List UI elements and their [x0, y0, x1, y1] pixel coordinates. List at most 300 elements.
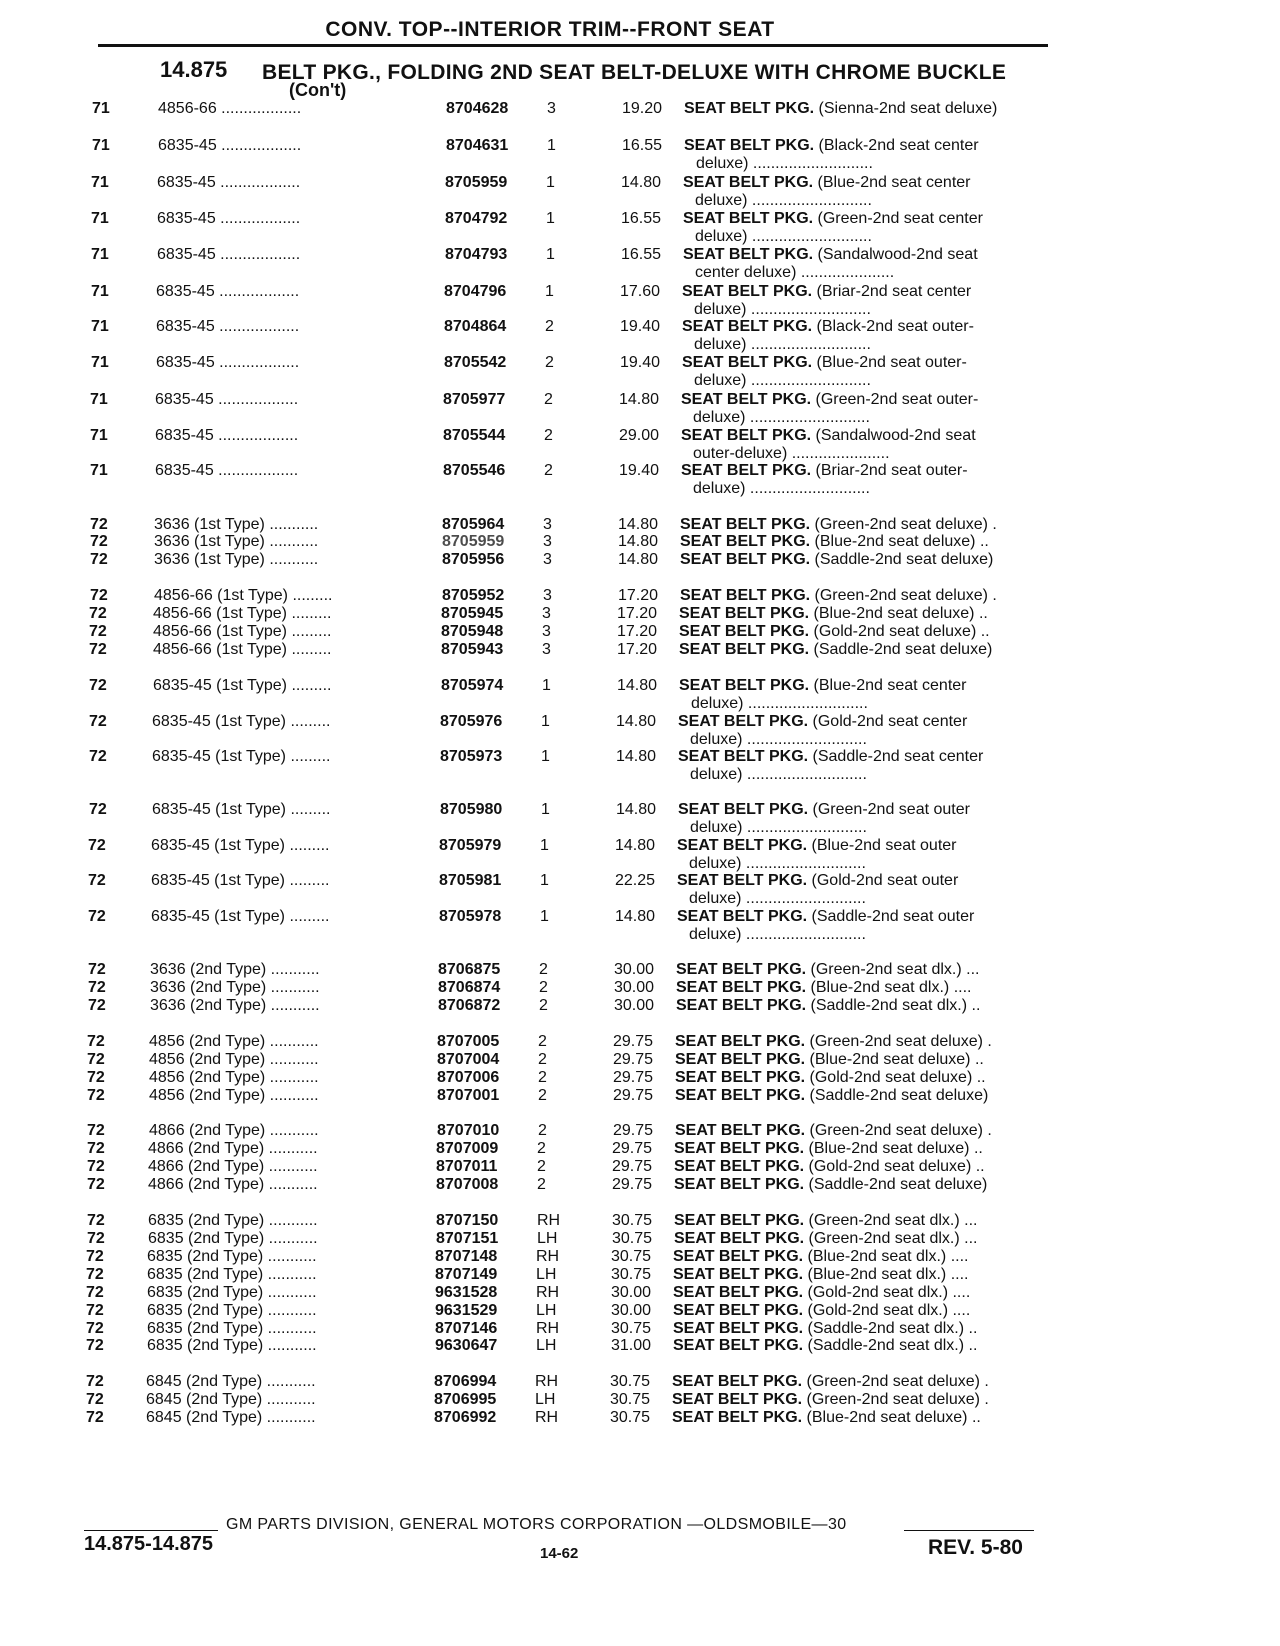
description-label: SEAT BELT PKG. — [672, 1373, 803, 1390]
description — [683, 246, 978, 264]
price: 29.75 — [612, 1087, 653, 1104]
quantity: 1 — [541, 801, 550, 818]
body-style: 6835-45 .................. — [155, 462, 299, 479]
price: 17.20 — [616, 605, 657, 622]
body-style: 3636 (1st Type) ........... — [154, 516, 319, 533]
description-label: SEAT BELT PKG. — [681, 391, 812, 408]
group-number: 72 — [87, 1158, 105, 1175]
table-row — [0, 979, 1280, 999]
description-detail: (Green-2nd seat center — [813, 210, 983, 227]
description — [679, 605, 988, 623]
table-row — [0, 908, 1280, 943]
description-detail: (Blue-2nd seat deluxe) .. — [802, 1409, 981, 1426]
group-number: 72 — [87, 1122, 105, 1139]
body-style: 3636 (2nd Type) ........... — [150, 961, 320, 978]
part-number: 8707008 — [436, 1176, 499, 1193]
table-row — [0, 533, 1280, 553]
part-number: 8705546 — [443, 462, 506, 479]
body-style: 6835-45 .................. — [157, 210, 301, 227]
table-row — [0, 713, 1280, 748]
quantity: 1 — [546, 210, 555, 227]
description — [676, 997, 980, 1015]
description-detail: (Gold-2nd seat deluxe) .. — [805, 1069, 986, 1086]
part-number: 8704628 — [446, 100, 509, 117]
table-row — [0, 623, 1280, 643]
body-style: 6835 (2nd Type) ........... — [148, 1212, 318, 1229]
quantity: 2 — [544, 391, 553, 408]
table-row — [0, 1087, 1280, 1107]
description — [681, 462, 968, 480]
description-continuation: deluxe) ........................... — [694, 372, 871, 389]
description-label: SEAT BELT PKG. — [680, 533, 811, 550]
price: 29.75 — [612, 1122, 653, 1139]
description — [676, 979, 971, 997]
quantity: 2 — [539, 979, 548, 996]
part-number: 8707151 — [436, 1230, 499, 1247]
description-label: SEAT BELT PKG. — [678, 748, 809, 765]
price: 30.75 — [609, 1409, 650, 1426]
part-number: 8705964 — [442, 516, 505, 533]
group-number: 72 — [88, 997, 106, 1014]
quantity: 2 — [538, 1069, 547, 1086]
table-row — [0, 605, 1280, 625]
table-row — [0, 137, 1280, 172]
part-number: 8707009 — [436, 1140, 499, 1157]
price: 14.80 — [620, 174, 661, 191]
description-detail: (Blue-2nd seat deluxe) .. — [805, 1051, 984, 1068]
group-number: 71 — [91, 283, 109, 300]
table-row — [0, 801, 1280, 836]
price: 30.75 — [610, 1266, 651, 1283]
description-label: SEAT BELT PKG. — [675, 1087, 806, 1104]
group-number: 71 — [91, 174, 109, 191]
description — [673, 1337, 977, 1355]
description-continuation: deluxe) ........................... — [695, 192, 872, 209]
body-style: 6835 (2nd Type) ........... — [147, 1248, 317, 1265]
table-row — [0, 1069, 1280, 1089]
description — [684, 100, 997, 118]
description-detail: (Blue-2nd seat deluxe) .. — [810, 533, 989, 550]
description — [673, 1302, 970, 1320]
group-number: 72 — [89, 641, 107, 658]
footer-publisher: GM PARTS DIVISION, GENERAL MOTORS CORPORATION —OLDSMOBILE—30 — [226, 1516, 847, 1533]
quantity: 2 — [539, 961, 548, 978]
quantity: RH — [537, 1212, 561, 1229]
description-label: SEAT BELT PKG. — [683, 174, 814, 191]
description-detail: (Saddle-2nd seat dlx.) .. — [806, 997, 981, 1014]
part-number: 8706994 — [434, 1373, 497, 1390]
price: 29.75 — [611, 1158, 652, 1175]
body-style: 6835-45 .................. — [156, 283, 300, 300]
description — [674, 1140, 983, 1158]
description-detail: (Saddle-2nd seat deluxe) — [804, 1176, 988, 1193]
description — [672, 1373, 989, 1391]
description-detail: (Green-2nd seat dlx.) ... — [804, 1212, 978, 1229]
group-number: 72 — [86, 1284, 104, 1301]
quantity: LH — [535, 1391, 556, 1408]
description-continuation: deluxe) ........................... — [690, 819, 867, 836]
description-label: SEAT BELT PKG. — [677, 837, 808, 854]
quantity: 1 — [542, 677, 551, 694]
description-label: SEAT BELT PKG. — [679, 623, 810, 640]
section-title: BELT PKG., FOLDING 2ND SEAT BELT-DELUXE WITH CHROME BUCKLE — [262, 61, 1007, 84]
price: 29.75 — [612, 1033, 653, 1050]
description-label: SEAT BELT PKG. — [682, 283, 813, 300]
description-detail: (Blue-2nd seat dlx.) .... — [803, 1248, 969, 1265]
description-label: SEAT BELT PKG. — [675, 1051, 806, 1068]
description-detail: (Green-2nd seat deluxe) . — [805, 1033, 992, 1050]
description — [675, 1069, 986, 1087]
table-row — [0, 587, 1280, 607]
table-row — [0, 1158, 1280, 1178]
description-detail: (Blue-2nd seat center — [809, 677, 967, 694]
group-number: 71 — [90, 427, 108, 444]
section-subtitle: (Con't) — [289, 80, 347, 100]
quantity: 2 — [538, 1087, 547, 1104]
quantity: 1 — [541, 713, 550, 730]
quantity: 3 — [543, 533, 552, 550]
body-style: 4856-66 (1st Type) ......... — [153, 641, 332, 658]
quantity: 1 — [546, 246, 555, 263]
body-style: 6835-45 (1st Type) ......... — [152, 748, 331, 765]
description-detail: (Saddle-2nd seat deluxe) — [809, 641, 993, 658]
description-detail: (Blue-2nd seat center — [813, 174, 971, 191]
body-style: 6845 (2nd Type) ........... — [146, 1391, 316, 1408]
description-detail: (Gold-2nd seat center — [808, 713, 968, 730]
description-label: SEAT BELT PKG. — [673, 1248, 804, 1265]
description-label: SEAT BELT PKG. — [680, 551, 811, 568]
description — [675, 1087, 988, 1105]
body-style: 4856-66 (1st Type) ......... — [153, 623, 332, 640]
description-label: SEAT BELT PKG. — [676, 961, 807, 978]
body-style: 6835-45 (1st Type) ......... — [151, 872, 330, 889]
description-label: SEAT BELT PKG. — [672, 1409, 803, 1426]
description-detail: (Gold-2nd seat dlx.) .... — [803, 1302, 971, 1319]
part-number: 8707146 — [435, 1320, 498, 1337]
quantity: 2 — [545, 318, 554, 335]
description-detail: (Sienna-2nd seat deluxe) — [814, 100, 998, 117]
quantity: RH — [536, 1320, 560, 1337]
part-number: 9631529 — [435, 1302, 498, 1319]
quantity: 1 — [540, 837, 549, 854]
group-number: 72 — [89, 748, 107, 765]
group-number: 72 — [87, 1033, 105, 1050]
price: 29.75 — [611, 1176, 652, 1193]
description-detail: (Black-2nd seat center — [814, 137, 979, 154]
description-detail: (Blue-2nd seat deluxe) .. — [809, 605, 988, 622]
description-label: SEAT BELT PKG. — [684, 100, 815, 117]
group-number: 72 — [86, 1337, 104, 1354]
description — [672, 1409, 981, 1427]
body-style: 6835-45 .................. — [156, 354, 300, 371]
table-row — [0, 961, 1280, 981]
price: 17.60 — [619, 283, 660, 300]
price: 30.00 — [610, 1302, 651, 1319]
description-detail: (Green-2nd seat dlx.) ... — [806, 961, 980, 978]
table-row — [0, 677, 1280, 712]
body-style: 4856-66 .................. — [158, 100, 302, 117]
body-style: 6835 (2nd Type) ........... — [147, 1284, 317, 1301]
body-style: 6835-45 .................. — [156, 318, 300, 335]
table-row — [0, 462, 1280, 497]
description-continuation: deluxe) ........................... — [694, 336, 871, 353]
description-continuation: deluxe) ........................... — [689, 926, 866, 943]
description-label: SEAT BELT PKG. — [673, 1302, 804, 1319]
group-number: 71 — [90, 462, 108, 479]
quantity: 3 — [543, 516, 552, 533]
description-detail: (Green-2nd seat outer- — [811, 391, 979, 408]
body-style: 6835-45 (1st Type) ......... — [151, 837, 330, 854]
price: 31.00 — [610, 1337, 651, 1354]
quantity: 1 — [546, 174, 555, 191]
part-number: 8707148 — [435, 1248, 498, 1265]
description — [679, 623, 990, 641]
body-style: 4856-66 (1st Type) ......... — [153, 605, 332, 622]
body-style: 6835-45 .................. — [155, 391, 299, 408]
description — [677, 872, 958, 890]
description-continuation: deluxe) ........................... — [689, 855, 866, 872]
part-number: 8705956 — [442, 551, 505, 568]
body-style: 6835-45 .................. — [158, 137, 302, 154]
quantity: 2 — [538, 1033, 547, 1050]
description-detail: (Briar-2nd seat outer- — [811, 462, 968, 479]
quantity: 2 — [538, 1122, 547, 1139]
group-number: 72 — [88, 837, 106, 854]
description-label: SEAT BELT PKG. — [678, 801, 809, 818]
price: 14.80 — [616, 677, 657, 694]
description-label: SEAT BELT PKG. — [677, 872, 808, 889]
table-row — [0, 174, 1280, 209]
description-label: SEAT BELT PKG. — [673, 1284, 804, 1301]
description-detail: (Saddle-2nd seat dlx.) .. — [803, 1320, 978, 1337]
part-number: 8707004 — [437, 1051, 500, 1068]
description — [675, 1051, 984, 1069]
group-number: 72 — [89, 677, 107, 694]
description — [682, 283, 971, 301]
part-number: 8704864 — [444, 318, 507, 335]
price: 14.80 — [617, 516, 658, 533]
table-row — [0, 551, 1280, 571]
group-number: 72 — [86, 1302, 104, 1319]
description — [684, 137, 979, 155]
description-label: SEAT BELT PKG. — [672, 1391, 803, 1408]
body-style: 4856 (2nd Type) ........... — [149, 1069, 319, 1086]
description-detail: (Green-2nd seat dlx.) ... — [804, 1230, 978, 1247]
part-number: 8705973 — [440, 748, 503, 765]
part-number: 8707005 — [437, 1033, 500, 1050]
price: 14.80 — [618, 391, 659, 408]
body-style: 6835-45 (1st Type) ......... — [152, 713, 331, 730]
price: 22.25 — [614, 872, 655, 889]
description-label: SEAT BELT PKG. — [673, 1320, 804, 1337]
body-style: 4866 (2nd Type) ........... — [148, 1140, 318, 1157]
description — [680, 533, 989, 551]
table-row — [0, 748, 1280, 783]
body-style: 4866 (2nd Type) ........... — [148, 1158, 318, 1175]
description — [679, 641, 992, 659]
body-style: 3636 (2nd Type) ........... — [150, 997, 320, 1014]
header-rule — [98, 44, 1048, 47]
description — [683, 174, 971, 192]
part-number: 8707011 — [436, 1158, 498, 1175]
quantity: 2 — [544, 427, 553, 444]
group-number: 71 — [90, 391, 108, 408]
group-number: 72 — [90, 551, 108, 568]
footer-rule-right — [904, 1530, 1034, 1531]
quantity: RH — [535, 1409, 559, 1426]
body-style: 6835 (2nd Type) ........... — [148, 1230, 318, 1247]
body-style: 6835 (2nd Type) ........... — [147, 1337, 317, 1354]
description — [678, 801, 970, 819]
description — [674, 1230, 977, 1248]
group-number: 72 — [86, 1320, 104, 1337]
quantity: LH — [536, 1266, 557, 1283]
part-number: 8704792 — [445, 210, 508, 227]
table-row — [0, 318, 1280, 353]
description-label: SEAT BELT PKG. — [681, 462, 812, 479]
description-label: SEAT BELT PKG. — [677, 908, 808, 925]
group-number: 72 — [89, 623, 107, 640]
group-number: 71 — [92, 137, 110, 154]
description-detail: (Green-2nd seat outer — [808, 801, 970, 818]
table-row — [0, 837, 1280, 872]
part-number: 8707150 — [436, 1212, 499, 1229]
description-label: SEAT BELT PKG. — [674, 1176, 805, 1193]
group-number: 72 — [89, 605, 107, 622]
description-continuation: deluxe) ........................... — [693, 480, 870, 497]
body-style: 4866 (2nd Type) ........... — [149, 1122, 319, 1139]
price: 16.55 — [620, 210, 661, 227]
group-number: 72 — [87, 1069, 105, 1086]
description-detail: (Saddle-2nd seat center — [808, 748, 984, 765]
price: 29.75 — [612, 1051, 653, 1068]
footer-rule-left — [84, 1530, 218, 1531]
quantity: RH — [535, 1373, 559, 1390]
table-row — [0, 1140, 1280, 1160]
description — [680, 516, 997, 534]
table-row — [0, 391, 1280, 426]
price: 30.00 — [610, 1284, 651, 1301]
description-detail: (Green-2nd seat deluxe) . — [810, 516, 997, 533]
group-number: 72 — [90, 533, 108, 550]
description-continuation: center deluxe) ..................... — [695, 264, 895, 281]
part-number: 8705974 — [441, 677, 504, 694]
description — [681, 427, 976, 445]
description — [673, 1248, 968, 1266]
description-detail: (Blue-2nd seat outer — [807, 837, 957, 854]
part-number: 8704793 — [445, 246, 508, 263]
description-continuation: deluxe) ........................... — [690, 766, 867, 783]
group-number: 71 — [91, 210, 109, 227]
part-number: 8704796 — [444, 283, 507, 300]
body-style: 6835-45 (1st Type) ......... — [152, 801, 331, 818]
price: 17.20 — [616, 623, 657, 640]
quantity: 2 — [537, 1158, 546, 1175]
table-row — [0, 1391, 1280, 1411]
quantity: 2 — [545, 354, 554, 371]
group-number: 72 — [90, 516, 108, 533]
description — [683, 210, 983, 228]
table-row — [0, 997, 1280, 1017]
body-style: 3636 (1st Type) ........... — [154, 533, 319, 550]
description-detail: (Saddle-2nd seat dlx.) .. — [803, 1337, 978, 1354]
part-number: 8705978 — [439, 908, 502, 925]
group-number: 71 — [91, 246, 109, 263]
table-row — [0, 1176, 1280, 1196]
part-number: 8706995 — [434, 1391, 497, 1408]
description-label: SEAT BELT PKG. — [674, 1212, 805, 1229]
group-number: 72 — [87, 1087, 105, 1104]
description-detail: (Black-2nd seat outer- — [812, 318, 974, 335]
group-number: 72 — [86, 1391, 104, 1408]
table-row — [0, 354, 1280, 389]
part-number: 8705945 — [441, 605, 504, 622]
quantity: LH — [536, 1302, 557, 1319]
description — [680, 551, 993, 569]
description-continuation: deluxe) ........................... — [696, 155, 873, 172]
description-label: SEAT BELT PKG. — [680, 516, 811, 533]
quantity: 2 — [538, 1051, 547, 1068]
quantity: 2 — [537, 1140, 546, 1157]
quantity: 1 — [540, 908, 549, 925]
table-row — [0, 1266, 1280, 1286]
table-row — [0, 283, 1280, 318]
description-detail: (Saddle-2nd seat deluxe) — [805, 1087, 989, 1104]
part-number: 8705959 — [445, 174, 508, 191]
description-label: SEAT BELT PKG. — [682, 318, 813, 335]
price: 29.75 — [612, 1069, 653, 1086]
description-label: SEAT BELT PKG. — [679, 641, 810, 658]
description-label: SEAT BELT PKG. — [679, 605, 810, 622]
quantity: RH — [536, 1284, 560, 1301]
description-label: SEAT BELT PKG. — [674, 1158, 805, 1175]
part-number: 8705959 — [442, 533, 505, 550]
body-style: 6835-45 .................. — [157, 246, 301, 263]
description-label: SEAT BELT PKG. — [684, 137, 815, 154]
description-label: SEAT BELT PKG. — [682, 354, 813, 371]
part-number: 8706872 — [438, 997, 501, 1014]
table-row — [0, 1212, 1280, 1232]
table-row — [0, 1409, 1280, 1429]
description — [674, 1212, 977, 1230]
part-number: 8704631 — [446, 137, 509, 154]
price: 14.80 — [614, 908, 655, 925]
quantity: RH — [536, 1248, 560, 1265]
quantity: 3 — [542, 623, 551, 640]
price: 14.80 — [617, 533, 658, 550]
table-row — [0, 872, 1280, 907]
price: 19.40 — [618, 462, 659, 479]
description-label: SEAT BELT PKG. — [674, 1230, 805, 1247]
group-number: 72 — [89, 713, 107, 730]
group-number: 72 — [88, 908, 106, 925]
description-detail: (Sandalwood-2nd seat — [813, 246, 978, 263]
description — [679, 677, 967, 695]
price: 14.80 — [615, 748, 656, 765]
group-number: 72 — [87, 1212, 105, 1229]
description-label: SEAT BELT PKG. — [681, 427, 812, 444]
group-number: 72 — [90, 587, 108, 604]
quantity: 3 — [542, 605, 551, 622]
table-row — [0, 100, 1280, 120]
price: 30.00 — [613, 979, 654, 996]
description — [682, 318, 974, 336]
group-number: 72 — [88, 961, 106, 978]
quantity: 2 — [537, 1176, 546, 1193]
description-label: SEAT BELT PKG. — [673, 1266, 804, 1283]
part-number: 8705981 — [439, 872, 502, 889]
quantity: 3 — [543, 551, 552, 568]
